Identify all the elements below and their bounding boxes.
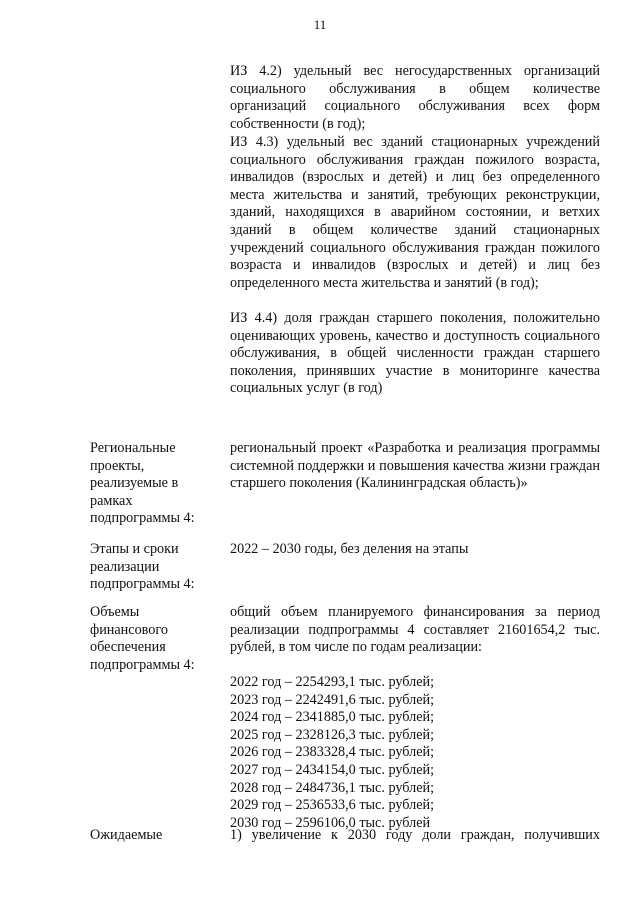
indicator-4-3: ИЗ 4.3) удельный вес зданий стационарных учреждений социального обслуживания граждан пожилого возраста, инвалидов (взрослых и детей) и лиц без определенного места жительства и занятий, требующих реконструкции, зданий, находящихся в аварийном состоянии, и ветхих зданий в общем количестве зданий стационарных учреждений социального обслуживания граждан пожилого возраста и инвалидов (взрослых и детей) и лиц без определенного места жительства и занятий (в год);	[230, 134, 600, 291]
financing-year-2024: 2024 год – 2341885,0 тыс. рублей;	[230, 709, 435, 726]
financing-year-2026: 2026 год – 2383328,4 тыс. рублей;	[230, 744, 435, 761]
indicator-4-4: ИЗ 4.4) доля граждан старшего поколения, положительно оценивающих уровень, качество и доступность социального обслуживания, в общей численности граждан старшего поколения, принявших участие в мониторинге качества социальных услуг (в год)	[230, 310, 600, 397]
financing-year-2028: 2028 год – 2484736,1 тыс. рублей;	[230, 779, 435, 796]
stages-value: 2022 – 2030 годы, без деления на этапы	[230, 541, 469, 557]
financing-years-list	[230, 674, 600, 832]
financing-label: Объемы финансового обеспечения подпрограммы 4:	[90, 604, 195, 673]
regional-projects-value: региональный проект «Разработка и реализация программы системной поддержки и повышения качества жизни граждан старшего поколения (Калининградская область)»	[230, 440, 600, 492]
regional-projects-label: Региональные проекты, реализуемые в рамках подпрограммы 4:	[90, 440, 195, 527]
financing-intro: общий объем планируемого финансирования за период реализации подпрограммы 4 составляет 21601654,2 тыс. рублей, в том числе по годам реализации:	[230, 604, 600, 656]
expected-results-label: Ожидаемые	[90, 827, 163, 843]
financing-year-2025: 2025 год – 2328126,3 тыс. рублей;	[230, 726, 435, 743]
financing-year-2023: 2023 год – 2242491,6 тыс. рублей;	[230, 691, 435, 708]
indicator-4-2: ИЗ 4.2) удельный вес негосударственных организаций социального обслуживания в общем количестве организаций социального обслуживания всех форм собственности (в год);	[230, 63, 600, 132]
financing-year-2022: 2022 год – 2254293,1 тыс. рублей;	[230, 674, 435, 690]
expected-results-value: 1) увеличение к 2030 году доли граждан, получивших	[230, 827, 600, 843]
financing-year-2030: 2030 год – 2596106,0 тыс. рублей	[230, 814, 431, 831]
financing-year-2029: 2029 год – 2536533,6 тыс. рублей;	[230, 797, 435, 814]
page-number: 11	[313, 17, 327, 32]
stages-label: Этапы и сроки реализации подпрограммы 4:	[90, 541, 195, 593]
financing-year-2027: 2027 год – 2434154,0 тыс. рублей;	[230, 761, 435, 778]
